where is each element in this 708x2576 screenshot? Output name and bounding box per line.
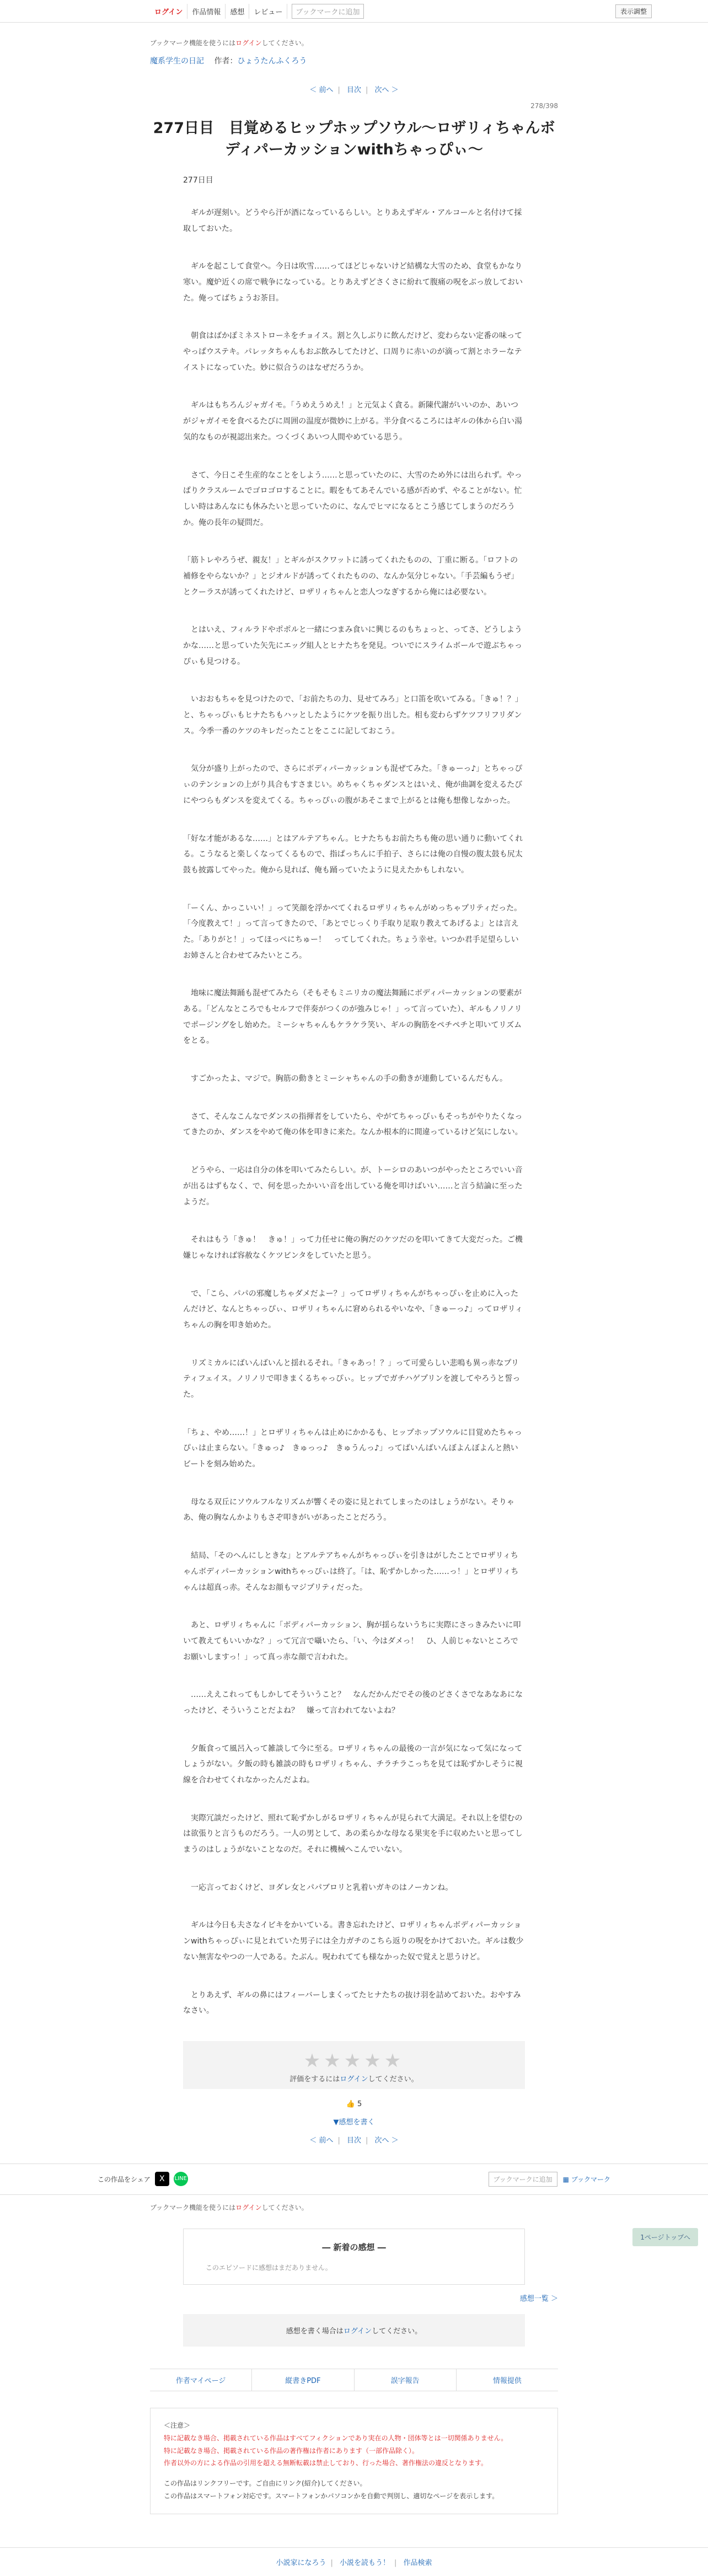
bookmark-link[interactable]: ▦ ブックマーク: [562, 2175, 610, 2183]
write-kanso-link[interactable]: ▼感想を書く: [333, 2118, 375, 2127]
work-links: [150, 2369, 558, 2391]
share-label: この作品をシェア: [98, 2175, 151, 2183]
footer-link[interactable]: 作品検索: [403, 2558, 432, 2567]
novel-paragraph: 「ちょ、やめ……！」とロザリィちゃんは止めにかかるも、ヒップホップソウルに目覚めたちゃっぴぃは止まらない。「きゅっ♪ きゅっっ♪ きゅうんっ♪」ってばいんばいんぼよんぼよんと熱いビートを刻み始めた。: [183, 1428, 522, 1469]
review-link[interactable]: レビュー: [249, 4, 287, 19]
bookmark-add-button[interactable]: ブックマークに追加: [489, 2172, 557, 2187]
bookmark-login-note: ブックマーク機能を使うにはログインしてください。: [150, 39, 308, 47]
top-bar: [0, 0, 708, 23]
notice-line: この作品はリンクフリーです。ご自由にリンク(紹介)してください。: [164, 2479, 367, 2488]
novel-paragraph: すごかったよ、マジで。胸筋の動きとミーシャちゃんの手の動きが連動しているんだもん。: [183, 1074, 507, 1084]
rating-stars[interactable]: ★★★★★: [303, 2049, 405, 2072]
notice-line: 作者以外の方による作品の引用を超える無断転載は禁止しており、行った場合、著作権法の違反となります。: [164, 2459, 488, 2467]
novel-paragraph: さて、そんなこんなでダンスの指揮者をしていたら、やがてちゃっぴぃもそっちがやりたくなってきたのか、ダンスをやめて俺の体を叩きに来た。なんか根本的に間違っているけど気にしない。: [183, 1112, 523, 1137]
novel-paragraph: で、「こら、パパの邪魔しちゃダメだよー？」ってロザリィちゃんがちゃっぴぃを止めに入ったんだけど、なんとちゃっぴぃ、ロザリィちゃんに窘められるやいなや、「きゅーっ♪」ってロザリィちゃんの胸を叩き始めた。: [183, 1289, 523, 1330]
novel-paragraph: 「筋トレやろうぜ、親友！」とギルがスクワットに誘ってくれたものの、丁重に断る。「ロフトの補修をやらないか？」とジオルドが誘ってくれたものの、なんか気分じゃない。「手芸編もうぜ」とクーラスが誘ってくれたけど、ロザリィちゃんと恋人つなぎするから俺には必要ない。: [183, 556, 519, 597]
login-link[interactable]: ログイン: [150, 4, 187, 19]
prev-link[interactable]: ＜ 前へ: [309, 86, 334, 94]
novel-paragraph: 朝食はばかぽミネストローネをチョイス。割と久しぶりに飲んだけど、変わらない定番の味ってやっぱウステキ。パレッタちゃんもおぶ飲みしてたけど、口周りに赤いのが滴って割とホラーなテイストになっていた。妙に似合うのはなぜだろうか。: [183, 331, 523, 372]
novel-paragraph: 実際冗談だったけど、照れて恥ずかしがるロザリィちゃんが見られて大満足。それ以上を望むのは欲張りと言うものだろう。一人の男として、あの柔らかな母なる果実を手に収めたいと思ってしまうのはしょうがないことなのだ。それに機械へこんでいない。: [183, 1813, 523, 1855]
notice-line: 特に記載なき場合、掲載されている作品はすべてフィクションであり実在の人物・団体等とは一切関係ありません。: [164, 2434, 508, 2442]
novel-paragraph: あと、ロザリィちゃんに「ボディパーカッション、胸が揺らないうちに実際にさっきみたいに叩いて教えてもいいかな？」って冗言で囁いたら、「い、今はダメっ！ ひ、人前じゃないところでお願いしますっ！」って真っ赤な顔で言われた。: [183, 1621, 521, 1662]
toc-link[interactable]: 目次: [346, 2136, 361, 2145]
pager-bottom: ＜ 前へ | 目次 | 次へ ＞: [309, 2136, 399, 2145]
novel-paragraph: 結局、「そのへんにしときな」とアルテアちゃんがちゃっぴぃを引きはがしたことでロザリィちゃんボディパーカッションwithちゃっぴぃは終了。「は、恥ずかしかった……っ！」とロザリィちゃんは超真っ赤。そんなお顔もマジプリティだった。: [183, 1551, 519, 1592]
rating-note: 評価をするにはログインしてください。: [289, 2075, 419, 2084]
notice-box: [150, 2408, 558, 2514]
bookmark-login-note: ブックマーク機能を使うにはログインしてください。: [150, 2203, 308, 2211]
footer-link[interactable]: 小説を読もう！: [339, 2558, 390, 2567]
footer-link[interactable]: 小説家になろう: [276, 2558, 326, 2567]
kanso-list-link[interactable]: 感想一覧 ＞: [519, 2294, 558, 2303]
kanso-link[interactable]: 感想: [226, 4, 249, 19]
novel-paragraph: 母なる双丘にソウルフルなリズムが響くその姿に見とれてしまったのはしょうがない。そりゃあ、俺の胸なんかよりもさぞ叩きがいがあったことだろう。: [183, 1497, 514, 1523]
novel-body: [183, 173, 525, 2019]
page-top-button[interactable]: 1ページトップへ: [632, 2228, 698, 2246]
novel-paragraph: 気分が盛り上がったので、さらにボディパーカッションも混ぜてみた。「きゅーっ♪」とちゃっぴぃのテンションの上がり具合もすさまじい。めちゃくちゃダンスとはいえ、俺が曲調を変えるたびにやつらもダンスを変えてくる。ちゃっぴぃの腹があそこまで上がるとは俺も想像しなかった。: [183, 764, 523, 805]
notice-head: ＜注意＞: [164, 2421, 191, 2429]
novel-paragraph: ギルが遅刻い。どうやら汗が酒になっているらしい。とりあえずギル・アルコールと名付けて採取しておいた。: [183, 208, 522, 233]
next-link[interactable]: 次へ ＞: [374, 86, 399, 94]
typo-report-link[interactable]: 誤字報告: [355, 2369, 457, 2391]
author-link[interactable]: ひょうたんふくろう: [237, 57, 307, 66]
novel-paragraph: いおおもちゃを見つけたので、「お前たちの力、見せてみろ」と口笛を吹いてみる。「きゅ！？」と、ちゃっぴぃもヒナたちもハッとしたようにケツを振り出した。相も変わらずケツフリフリダンス。今季一番のケツのキレだったことをここに記しておこう。: [183, 695, 523, 736]
novel-paragraph: ……ええこれってもしかしてそういうこと？ なんだかんだでその後のどさくさでなあなあになったけど、そういうことだよね？ 嫌って言われてないよね？: [183, 1690, 523, 1715]
x-share-icon[interactable]: X: [155, 2172, 169, 2186]
prev-link[interactable]: ＜ 前へ: [309, 2136, 334, 2145]
novel-paragraph: 「好な才能があるな……」とはアルテアちゃん。ヒナたちもお前たちも俺の思い通りに動いてくれる。こうなると楽しくなってくるもので、指ぱっちんに手拍子、さらには俺の自慢の腹太鼓も尻太鼓も披露してやった。俺から見れば、俺も踊っていたように見えたかもしれない。: [183, 834, 523, 875]
toc-link[interactable]: 目次: [346, 86, 361, 94]
novel-paragraph: さて、今日こそ生産的なことをしよう……と思っていたのに、大雪のため外には出られず。やっぱりクラスルームでゴロゴロすることに。暇をもてあそんでいる感が否めず、やることがない。忙しい時はあんなにも休みたいと思っていたのに、なんでヒマになるとこう感じてしまうのだろうか。俺の長年の疑問だ。: [183, 470, 522, 527]
login-link[interactable]: ログイン: [235, 2203, 262, 2211]
novel-paragraph: どうやら、一応は自分の体を叩いてみたらしい。が、トーシロのあいつがやったところでいい音が出るはずもなく、で、何を思ったかいい音を出している俺を叩けばいい……と言う結論に至ったようだ。: [183, 1166, 523, 1207]
novel-paragraph: ギルはもちろんジャガイモ。「うめえうめえ！」と元気よく貪る。新陳代謝がいいのか、あいつがジャガイモを食べるたびに周囲の温度が微妙に上がる。半分食べるころにはギルの体から白い湯気的なものが視認出来た。つくづくあいつ人間やめている思う。: [183, 401, 523, 442]
novel-paragraph: とりあえず、ギルの鼻にはフィーバーしまくってたヒナたちの抜け羽を詰めておいた。おやすみなさい。: [183, 1990, 521, 2016]
chapter-title: 277日目 目覚めるヒップホップソウル～ロザリィちゃんボディパーカッションwithちゃっぴぃ～: [153, 120, 555, 159]
bookmark-add-button[interactable]: ブックマークに追加: [292, 4, 363, 19]
new-kanso-title: ― 新着の感想 ―: [322, 2242, 386, 2252]
page-number: 278/398: [530, 102, 558, 110]
login-link[interactable]: ログイン: [235, 39, 262, 47]
no-kanso-text: このエピソードに感想はまだありません。: [206, 2263, 332, 2272]
author-mypage-link[interactable]: 作者マイページ: [150, 2369, 252, 2391]
novel-paragraph: 「ーくん、かっこいい！」って笑顔を浮かべてくれるロザリィちゃんがめっちゃプリティだった。「今度教えて！」って言ってきたので、「あとでじっくり手取り足取り教えてあげるよ」とは言えた。「ありがと！」ってほっぺにちゅー！ ってしてくれた。ちょう幸せ。いつか君手足望らしいお姉さんと合わせてみたいところ。: [183, 903, 522, 960]
line-share-icon[interactable]: LINE: [174, 2172, 188, 2186]
notice-line: この作品はスマートフォン対応です。スマートフォンかパソコンかを自動で判別し、適切なページを表示します。: [164, 2492, 499, 2500]
share-bar: [0, 2163, 708, 2195]
novel-paragraph: とはいえ、フィルラドやポポルと一緒につまみ食いに興じるのもちょっと、ってさ、どうしようかな……と思っていた矢先にエッグ組人とヒナたちを発見。ついでにスライムボールで遊ぶちゃっぴぃも見つける。: [183, 625, 523, 666]
like-count[interactable]: 👍 5: [346, 2100, 362, 2108]
vertical-pdf-link[interactable]: 縦書きPDF: [252, 2369, 354, 2391]
novel-paragraph: ギルは今日も夫さなイビキをかいている。書き忘れたけど、ロザリィちゃんボディパーカッションwithちゃっぴぃに見とれていた男子には全力ガチのこちら返りの呪をかけておいた。ギルは数少ない無害なやつの一人である。たぶん。呪われてても様なかった奴で覚えと思うけど。: [183, 1921, 524, 1962]
novel-paragraph: 地味に魔法舞踊も混ぜてみたら（そもそもミニリカの魔法舞踊にボディパーカッションの要素がある。「どんなところでもセルフで伴奏がつくのが強みじゃ！」って言っていた）、ギルもノリノリでポージングをし始めた。ミーシャちゃんもケラケラ笑い、ギルの胸筋をペチペチと叩いてリズムをとる。: [183, 989, 522, 1046]
rating-box: [183, 2041, 525, 2089]
footer: 小説家になろう | 小説を読もう！ | 作品検索: [0, 2547, 708, 2576]
author-label: 作者：: [214, 57, 238, 66]
notice-line: 特に記載なき場合、掲載されている作品の著作権は作者にあります（一部作品除く）。: [164, 2446, 419, 2455]
display-settings-button[interactable]: 表示調整: [615, 4, 652, 18]
chapter-subtitle: 277日目: [183, 176, 213, 185]
kanso-write-note: 感想を書く場合はログインしてください。: [183, 2314, 525, 2347]
info-report-link[interactable]: 情報提供: [492, 2376, 522, 2385]
novel-paragraph: 夕飯食って風呂入って雑談して今に至る。ロザリィちゃんの最後の一言が気になって気になってしょうがない。夕飯の時も雑談の時もロザリィちゃん、チラチラこっちを見ては恥ずかしそうに視線を合わせてくれなかったんだよね。: [183, 1744, 523, 1785]
work-info-link[interactable]: 作品情報: [187, 4, 226, 19]
next-link[interactable]: 次へ ＞: [374, 2136, 399, 2145]
novel-paragraph: 一応言っておくけど、ヨダレ女とパパブロリと乳着いガキのはノーカンね。: [183, 1883, 453, 1892]
series-info: [150, 55, 558, 66]
series-title-link[interactable]: 魔系学生の日記: [150, 57, 204, 66]
novel-paragraph: それはもう「きゅ！ きゅ！」って力任せに俺の胸だのケツだのを叩いてきて大変だった。ご機嫌じゃなければ容赦なくケツビンタをしていたと思う。: [183, 1235, 523, 1260]
login-link[interactable]: ログイン: [343, 2327, 372, 2336]
pager-top: ＜ 前へ | 目次 | 次へ ＞: [309, 86, 399, 94]
login-link[interactable]: ログイン: [340, 2075, 368, 2084]
new-kanso-box: [183, 2229, 525, 2285]
novel-paragraph: リズミカルにばいんばいんと揺れるそれ。「きゃあっ！？」って可愛らしい悲鳴も異っ赤なプリティフェイス。ノリノリで叩きまくるちゃっぴぃ。ヒップでガチハゲプリンを渡してやろうと誓った。: [183, 1358, 521, 1400]
novel-paragraph: ギルを起こして食堂へ。今日は吹雪……ってほどじゃないけど結構な大雪のため、食堂もかなり寒い。魔炉近くの席で戦争になっている。とりあえずどさくさに紛れて腹痛の呪をぶっ放しておいた。俺ってばちょうお茶目。: [183, 262, 523, 303]
